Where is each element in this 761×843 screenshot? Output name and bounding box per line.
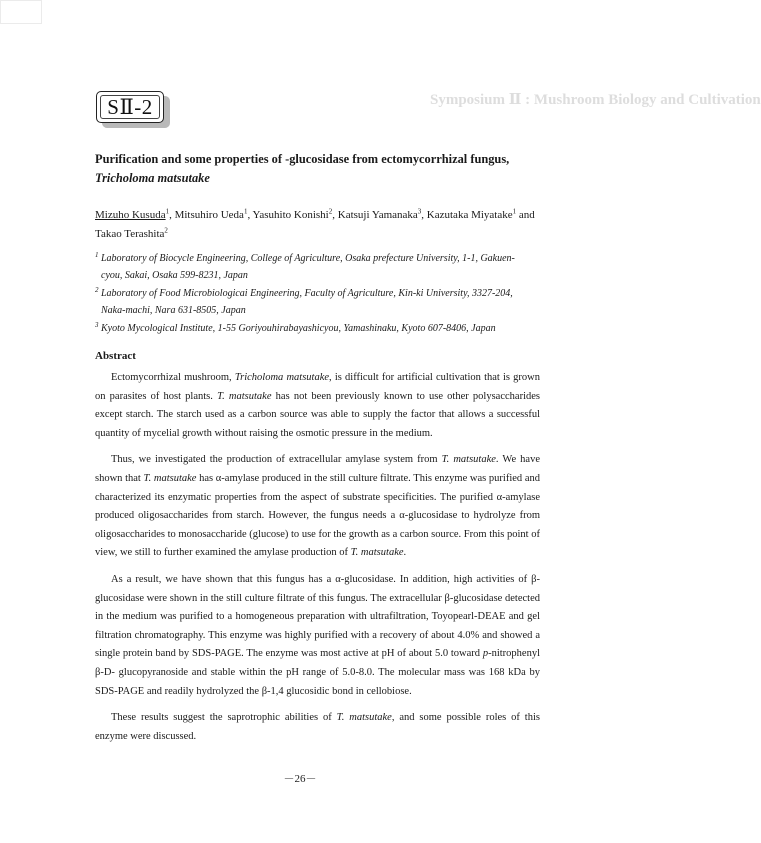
affiliation <box>95 285 540 319</box>
species-name: Tricholoma matsutake <box>234 372 330 383</box>
affiliation-line: Kyoto Mycological Institute, 1-55 Goriyouhirabayashicyou, Yamashinaku, Kyoto 607-8406, Japan <box>101 323 496 334</box>
text-run: As a result, we have shown that this fungus has a α-glucosidase. In addition, high activities of β-glucosidase were shown in the still culture filtrate of this fungus. The extracellular β-glucosidase detected in the medium was purified to a homogeneous preparation with ultrafiltration, Toyopearl-DEAE and gel filtration chromatography. This enzyme was highly purified with a recovery of about 4.0% and showed a single protein band by SDS-PAGE. The enzyme was most active at pH of about 5.0 toward <box>95 573 540 660</box>
author-name: Mitsuhiro Ueda <box>174 209 244 221</box>
author-affiliation-mark: 2 <box>164 226 168 235</box>
author <box>175 209 248 221</box>
author <box>338 209 422 221</box>
text-run: . <box>403 547 407 559</box>
affiliation-line: Laboratory of Biocycle Engineering, College of Agriculture, Osaka prefecture University, 1-1, Gakuen- <box>101 253 515 264</box>
author-list <box>95 206 540 244</box>
species-name: T. matsutake <box>441 454 496 466</box>
text-run: Thus, we investigated the production of extracellular amylase system from <box>111 454 442 466</box>
affiliation-list <box>95 250 540 338</box>
text-run: has not been previously known to use other polysaccharides except starch. The starch used as a carbon source was able to supply the factor that allows a successful quantity of mycelial growth without raising the osmotic pressure in the medium. <box>95 390 540 439</box>
author-separator: , <box>169 209 175 221</box>
page-number: －26－ <box>283 773 317 785</box>
title-line-1: Purification and some properties of -glucosidase from ectomycorrhizal fungus, <box>95 152 510 166</box>
text-run: has α-amylase produced in the still culture filtrate. This enzyme was purified and characterized its enzymatic properties from the aspect of substrate specificities. The purified α-amylase produced oligosaccharides from starch. However, the fungus needs a α-glucosidase to hydrolyze from oligosaccharides to monosaccharide (glucose) to use for the growth as a carbon source. From this point of view, we still to further examined the amylase production of <box>95 472 541 559</box>
author-name: Mizuho Kusuda <box>95 209 166 221</box>
author-affiliation-mark: 3 <box>417 207 422 216</box>
affiliation-number: 3 <box>95 321 99 329</box>
author <box>95 209 169 221</box>
text-run: , is difficult for artificial cultivation that is grown on parasites of host plants. <box>95 372 540 402</box>
author-name: Yasuhito Konishi <box>252 209 329 221</box>
abstract-heading: Abstract <box>95 350 136 362</box>
author-separator: and <box>516 209 535 221</box>
species-name: T. matsutake <box>143 472 197 484</box>
italic-prefix: p <box>482 648 489 660</box>
author <box>253 209 333 221</box>
session-tag <box>96 91 164 123</box>
author <box>95 228 168 240</box>
author-separator: , <box>332 209 338 221</box>
text-run: -nitrophenyl β-D- glucopyranoside and stable within the pH range of 5.0-8.0. The molecular mass was 168 kDa by SDS-PAGE and readily hydrolyzed the β-1,4 glucosidic bond in cellobiose. <box>95 648 540 697</box>
author-name: Kazutaka Miyatake <box>426 209 513 221</box>
species-name: T. matsutake <box>350 547 404 559</box>
author-separator: , <box>247 209 253 221</box>
author-affiliation-mark: 1 <box>512 207 517 216</box>
species-name: T. matsutake <box>217 390 272 402</box>
affiliation-line: Laboratory of Food Microbiologicai Engineering, Faculty of Agriculture, Kin-ki University, 3327-204, <box>101 288 513 299</box>
author <box>427 209 516 221</box>
author-affiliation-mark: 1 <box>165 207 170 216</box>
text-run: These results suggest the saprotrophic abilities of <box>111 712 337 724</box>
paper-title <box>95 150 540 188</box>
affiliation <box>95 250 540 284</box>
title-line-2: Tricholoma matsutake <box>95 171 210 185</box>
affiliation-number: 1 <box>95 251 99 259</box>
affiliation-line: cyou, Sakai, Osaka 599-8231, Japan <box>101 270 248 281</box>
affiliation-line: Naka-machi, Nara 631-8505, Japan <box>101 305 246 316</box>
show-through-text: Symposium Ⅱ : Mushroom Biology and Cultivation <box>430 92 761 108</box>
session-tag-label: SⅡ-2 <box>100 95 160 119</box>
affiliation-number: 2 <box>95 286 99 294</box>
affiliation <box>95 320 540 337</box>
abstract-paragraph <box>95 369 540 443</box>
author-affiliation-mark: 2 <box>328 207 333 216</box>
author-name: Takao Terashita <box>95 228 165 240</box>
show-through-box <box>0 0 42 24</box>
author-affiliation-mark: 1 <box>243 207 248 216</box>
abstract-paragraph <box>95 709 540 746</box>
author-name: Katsuji Yamanaka <box>337 209 418 221</box>
abstract-paragraph <box>95 451 540 563</box>
species-name: T. matsutake <box>336 712 392 724</box>
text-run: Ectomycorrhizal mushroom, <box>111 372 235 383</box>
abstract-paragraph <box>95 571 540 701</box>
text-run: . We have shown that <box>95 454 540 484</box>
author-separator: , <box>421 209 427 221</box>
abstract-body <box>95 369 540 754</box>
text-run: , and some possible roles of this enzyme were discussed. <box>95 712 540 742</box>
